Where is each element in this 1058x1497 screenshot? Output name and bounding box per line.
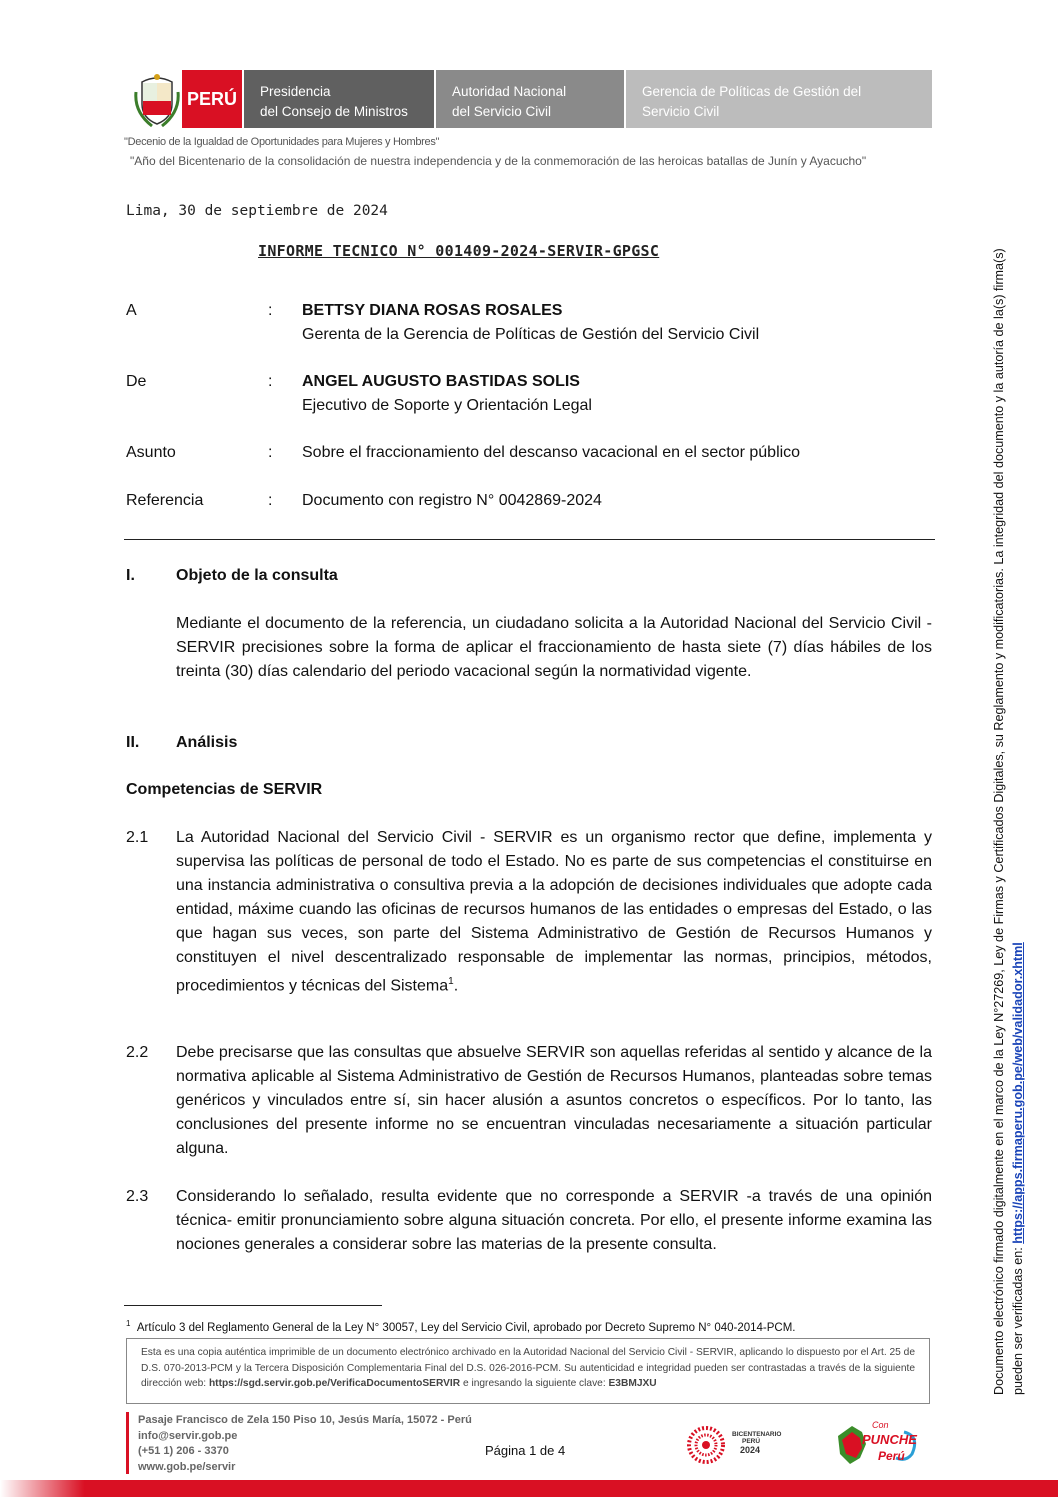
peru-logo [182, 70, 242, 128]
meta-asunto-value: Sobre el fraccionamiento del descanso vacacional en el sector público [302, 444, 801, 461]
page-number: Página 1 de 4 [485, 1443, 566, 1458]
meta-a-label: A [126, 302, 137, 319]
bicentenario-logo-text [732, 1431, 781, 1455]
bicentenario-logo-icon [684, 1424, 730, 1466]
footer-web[interactable]: www.gob.pe/servir [138, 1460, 236, 1473]
signature-note-line2-text: pueden ser verificadas en: [1011, 1243, 1025, 1395]
meta-ref-value: Documento con registro N° 0042869-2024 [302, 492, 602, 509]
subheading-competencias: Competencias de SERVIR [126, 781, 323, 798]
signature-note-line1: Documento electrónico firmado digitalmente en el marco de la Ley N°27269, Ley de Firmas y Certificados Digitales, su Reglamento y modificatorias. La integridad del documento y la autoría de la(s) firma(s) [992, 248, 1006, 1395]
paragraph-2-2-number: 2.2 [126, 1044, 149, 1061]
notice-text-a: Esta es una copia auténtica imprimible de un documento electrónico archivado en la Autoridad Nacional del Servicio Civil - SERVIR, aplicando lo dispuesto por el Art. 25 de D.S. 070-2013-PCM y la Tercera Disposición Complementaria Final del D.S. 026-2016-PCM. Su autenticidad e integridad pueden ser contrastadas a través de la siguiente dirección web: [141, 1347, 915, 1389]
paragraph-2-1 [176, 826, 932, 998]
footer-phone: (+51 1) 206 - 3370 [138, 1445, 229, 1457]
anio-text: "Año del Bicentenario de la consolidación de nuestra independencia y de la conmemoración de las heroicas batallas de Junín y Ayacucho" [130, 154, 867, 168]
footer-email[interactable]: info@servir.gob.pe [138, 1429, 238, 1442]
meta-de-name: ANGEL AUGUSTO BASTIDAS SOLIS [302, 373, 580, 390]
footnote-ref-1: 1 [448, 976, 454, 987]
footer-red-stripe [0, 1480, 1058, 1497]
header-box-gerencia [626, 70, 932, 128]
document-date: Lima, 30 de septiembre de 2024 [126, 203, 388, 219]
coat-of-arms-icon [134, 72, 180, 128]
punche-main-text: PUNCHE [862, 1432, 917, 1447]
meta-a-colon: : [268, 302, 273, 319]
meta-asunto-label: Asunto [126, 444, 176, 461]
section-1-title: Objeto de la consulta [176, 567, 338, 584]
bicent-line1: BICENTENARIO [732, 1431, 782, 1438]
section-2-title: Análisis [176, 734, 238, 751]
footer-contact [138, 1413, 472, 1475]
decenio-text: "Decenio de la Igualdad de Oportunidades para Mujeres y Hombres" [124, 136, 440, 148]
con-punche-peru-logo-icon [832, 1414, 924, 1470]
header-box-pcm-line2: del Consejo de Ministros [260, 104, 408, 119]
bicent-line2: PERÚ [742, 1438, 761, 1445]
paragraph-2-2: Debe precisarse que las consultas que absuelve SERVIR son aquellas referidas al sentido y alcance de la normativa aplicable al Sistema Administrativo de Gestión de Recursos Humanos, planteadas sobre temas genéricos y vinculados entre sí, sin hacer alusión a asuntos concretos o específicos. Por lo tanto, las conclusiones del presente informe no se encuentran vinculadas necesariamente a situación particular alguna. [176, 1044, 932, 1157]
section-1-number: I. [126, 567, 135, 584]
peru-logo-text: PERÚ [186, 88, 237, 109]
notice-url[interactable]: https://sgd.servir.gob.pe/VerificaDocumentoSERVIR [208, 1378, 461, 1389]
meta-asunto-colon: : [268, 444, 273, 461]
header-box-gerencia-line2: Servicio Civil [642, 104, 720, 119]
footer-address: Pasaje Francisco de Zela 150 Piso 10, Jesús María, 15072 - Perú [138, 1414, 472, 1426]
validator-link[interactable]: https://apps.firmaperu.gob.pe/web/validador.xhtml [1011, 942, 1025, 1244]
footnote-text: Artículo 3 del Reglamento General de la Ley N° 30057, Ley del Servicio Civil, aprobado por Decreto Supremo N° 040-2014-PCM. [136, 1321, 796, 1334]
meta-de-label: De [126, 373, 147, 390]
punche-peru-text: Perú [878, 1449, 905, 1463]
footnote-number: 1 [126, 1319, 131, 1328]
meta-ref-label: Referencia [126, 492, 204, 509]
section-2-number: II. [126, 734, 140, 751]
header-box-servir-line1: Autoridad Nacional [452, 84, 567, 99]
digital-signature-note [990, 215, 1028, 1395]
notice-text-b: e ingresando la siguiente clave: [460, 1378, 609, 1389]
paragraph-2-3: Considerando lo señalado, resulta evidente que no corresponde a SERVIR -a través de una opinión técnica- emitir pronunciamiento sobre alguna situación concreta. Por ello, el presente informe examina las nociones generales a considerar sobre las materias de la presente consulta. [176, 1188, 932, 1253]
punche-con-text: Con [872, 1420, 889, 1430]
document-title: INFORME TECNICO N° 001409-2024-SERVIR-GPGSC [258, 242, 660, 260]
footnote [126, 1319, 796, 1334]
header-box-servir-line2: del Servicio Civil [452, 104, 552, 119]
header-box-pcm-line1: Presidencia [260, 84, 331, 99]
header-box-servir [436, 70, 624, 128]
meta-de-colon: : [268, 373, 273, 390]
meta-a-name: BETTSY DIANA ROSAS ROSALES [302, 302, 563, 319]
paragraph-2-1-end: . [453, 977, 459, 995]
meta-de-value [302, 370, 592, 418]
header-divider [124, 539, 935, 540]
meta-a-role: Gerenta de la Gerencia de Políticas de Gestión del Servicio Civil [302, 326, 760, 343]
signature-note-line2 [1009, 215, 1028, 1395]
header-box-pcm [244, 70, 434, 128]
paragraph-2-1-text: La Autoridad Nacional del Servicio Civil - SERVIR es un organismo rector que define, implementa y supervisa las políticas de personal de todo el Estado. No es parte de sus competencias el constituirse en una instancia administrativa o consultiva previa a la adopción de decisiones individuales que adopte cada entidad, máxime cuando las oficinas de recursos humanos de las entidades o empresas del Estado, o las que hagan sus veces, son parte del Sistema Administrativo de Gestión de Recursos Humanos y constituyen el nivel descentralizado responsable de implementar las normas, principios, métodos, procedimientos y técnicas del Sistema [176, 829, 932, 995]
section-1-paragraph: Mediante el documento de la referencia, un ciudadano solicita a la Autoridad Nacional del Servicio Civil - SERVIR precisiones sobre la forma de aplicar el fraccionamiento de hasta siete (7) días hábiles de los treinta (30) días calendario del periodo vacacional según la normatividad vigente. [176, 615, 932, 680]
meta-ref-colon: : [268, 492, 273, 509]
footer-accent-bar [126, 1412, 129, 1474]
notice-clave: E3BMJXU [608, 1378, 657, 1389]
paragraph-2-3-number: 2.3 [126, 1188, 149, 1205]
bicent-line3: 2024 [740, 1445, 761, 1455]
authenticity-notice [126, 1338, 930, 1404]
meta-a-value [302, 299, 759, 347]
paragraph-2-1-number: 2.1 [126, 829, 149, 846]
footnote-divider [124, 1305, 382, 1306]
meta-de-role: Ejecutivo de Soporte y Orientación Legal [302, 397, 592, 414]
header-box-gerencia-line1: Gerencia de Políticas de Gestión del [642, 84, 862, 99]
